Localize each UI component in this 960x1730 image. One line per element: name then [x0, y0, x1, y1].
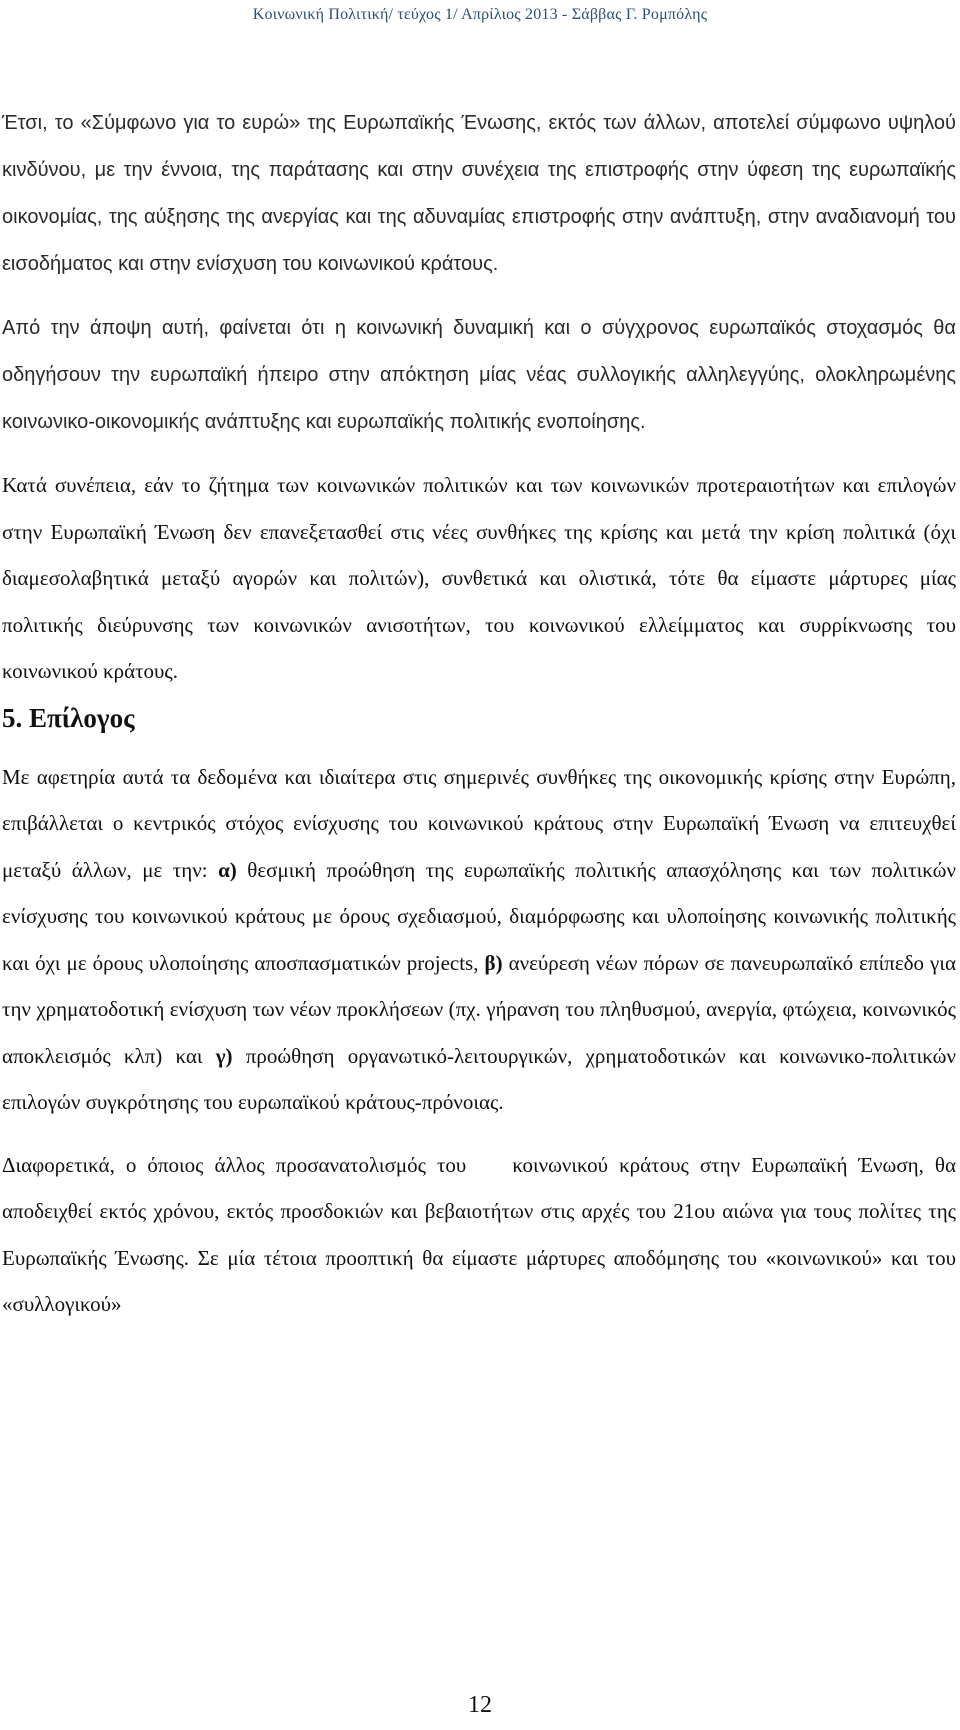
closing-text-1: Διαφορετικά, ο όποιος άλλος προσανατολισμός του: [2, 1152, 467, 1177]
document-body: [2, 100, 956, 1328]
list-marker-a: α): [218, 857, 237, 882]
running-header: Κοινωνική Πολιτική/ τεύχος 1/ Απρίλιος 2013 - Σάββας Γ. Ρομπόλης: [252, 6, 708, 23]
closing-text-2: κοινωνικού κράτους στην Ευρωπαϊκή Ένωση, θα αποδειχθεί εκτός χρόνου, εκτός προσδοκιών και βεβαιοτήτων στις αρχές του 21ου αιώνα για τους πολίτες της Ευρωπαϊκής Ένωσης. Σε μία τέτοια προοπτική θα είμαστε μάρτυρες αποδόμησης του «κοινωνικού» και του «συλλογικού»: [2, 1152, 956, 1316]
paragraph-closing: [2, 1142, 956, 1328]
conclusion-text-3: ανεύρεση νέων πόρων σε πανευρωπαϊκό επίπεδο για την χρηματοδοτική ενίσχυση των νέων προκλήσεων (πχ. γήρανση του πληθυσμού, ανεργία, φτώχεια, κοινωνικός αποκλεισμός κλπ) και: [2, 950, 956, 1068]
paragraph-conclusion: [2, 754, 956, 1126]
section-heading-epilogue: 5. Επίλογος: [2, 702, 135, 733]
list-marker-b: β): [484, 950, 503, 975]
paragraph-consequences: Κατά συνέπεια, εάν το ζήτημα των κοινωνικών πολιτικών και των κοινωνικών προτεραιοτήτων και επιλογών στην Ευρωπαϊκή Ένωση δεν επανεξετασθεί στις νέες συνθήκες της κρίσης και μετά την κρίση πολιτικά (όχι διαμεσολαβητικά μεταξύ αγορών και πολιτών), συνθετικά και ολιστικά, τότε θα είμαστε μάρτυρες μίας πολιτικής διεύρυνσης των κοινωνικών ανισοτήτων, του κοινωνικού ελλείμματος και συρρίκνωσης του κοινωνικού κράτους.: [2, 473, 956, 683]
paragraph-social-dynamics: Από την άποψη αυτή, φαίνεται ότι η κοινωνική δυναμική και ο σύγχρονος ευρωπαϊκός στοχασμός θα οδηγήσουν την ευρωπαϊκή ήπειρο στην απόκτηση μίας νέας συλλογικής αλληλεγγύης, ολοκληρωμένης κοινωνικο-οικονομικής ανάπτυξης και ευρωπαϊκής πολιτικής ενοποίησης.: [2, 317, 956, 433]
paragraph-euro-pact: Έτσι, το «Σύμφωνο για το ευρώ» της Ευρωπαϊκής Ένωσης, εκτός των άλλων, αποτελεί σύμφωνο υψηλού κινδύνου, με την έννοια, της παράτασης και στην συνέχεια της επιστροφής στην ύφεση της ευρωπαϊκής οικονομίας, της αύξησης της ανεργίας και της αδυναμίας επιστροφής στην ανάπτυξη, στην αναδιανομή του εισοδήματος και στην ενίσχυση του κοινωνικού κράτους.: [2, 112, 956, 275]
page-number: 12: [468, 1692, 492, 1718]
conclusion-text-1: Με αφετηρία αυτά τα δεδομένα και ιδιαίτερα στις σημερινές συνθήκες της οικονομικής κρίσης στην Ευρώπη, επιβάλλεται ο κεντρικός στόχος ενίσχυσης του κοινωνικού κράτους στην Ευρωπαϊκή Ένωση να επιτευχθεί μεταξύ άλλων, με την:: [2, 764, 956, 882]
list-marker-c: γ): [215, 1043, 233, 1068]
conclusion-text-2: θεσμική προώθηση της ευρωπαϊκής πολιτικής απασχόλησης και των πολιτικών ενίσχυσης του κοινωνικού κράτους με όρους σχεδιασμού, διαμόρφωσης και υλοποίησης κοινωνικής πολιτικής και όχι με όρους υλοποίησης αποσπασματικών projects,: [2, 857, 956, 975]
conclusion-text-4: προώθηση οργανωτικό-λειτουργικών, χρηματοδοτικών και κοινωνικο-πολιτικών επιλογών συγκρότησης του ευρωπαϊκού κράτους-πρόνοιας.: [2, 1043, 956, 1114]
